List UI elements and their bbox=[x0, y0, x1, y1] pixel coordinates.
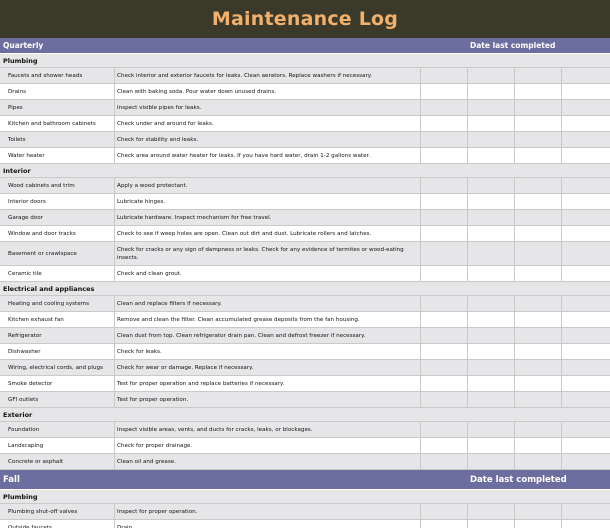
date-cell[interactable] bbox=[421, 438, 468, 453]
task-description: Check for leaks. bbox=[115, 344, 421, 359]
date-cell[interactable] bbox=[421, 242, 468, 265]
task-description: Apply a wood protectant. bbox=[115, 178, 421, 193]
task-description: Drain. bbox=[115, 520, 421, 528]
date-cell[interactable] bbox=[468, 68, 515, 83]
task-item: Wood cabinets and trim bbox=[0, 178, 115, 193]
date-cell[interactable] bbox=[562, 312, 610, 327]
date-cell[interactable] bbox=[468, 242, 515, 265]
date-cell[interactable] bbox=[562, 266, 610, 281]
table-row bbox=[0, 376, 610, 392]
task-item: Concrete or asphalt bbox=[0, 454, 115, 469]
date-cell[interactable] bbox=[515, 116, 562, 131]
date-cell[interactable] bbox=[562, 116, 610, 131]
date-cell[interactable] bbox=[562, 344, 610, 359]
task-item: Water heater bbox=[0, 148, 115, 163]
date-cell[interactable] bbox=[468, 344, 515, 359]
task-description: Check and clean grout. bbox=[115, 266, 421, 281]
date-cell[interactable] bbox=[421, 520, 468, 528]
date-cell[interactable] bbox=[562, 422, 610, 437]
date-cell[interactable] bbox=[562, 68, 610, 83]
date-cell[interactable] bbox=[421, 344, 468, 359]
date-cell[interactable] bbox=[515, 504, 562, 519]
date-cell[interactable] bbox=[468, 210, 515, 225]
title-bar bbox=[0, 0, 610, 38]
category-header: Plumbing bbox=[0, 54, 610, 68]
table-row bbox=[0, 266, 610, 282]
date-cell[interactable] bbox=[421, 194, 468, 209]
date-cell[interactable] bbox=[562, 194, 610, 209]
task-item: Wiring, electrical cords, and plugs bbox=[0, 360, 115, 375]
date-cell[interactable] bbox=[421, 226, 468, 241]
task-item: Pipes bbox=[0, 100, 115, 115]
task-description: Lubricate hinges. bbox=[115, 194, 421, 209]
date-cell[interactable] bbox=[515, 376, 562, 391]
date-cell[interactable] bbox=[515, 148, 562, 163]
task-description: Test for proper operation and replace batteries if necessary. bbox=[115, 376, 421, 391]
date-cell[interactable] bbox=[468, 226, 515, 241]
date-cell[interactable] bbox=[515, 100, 562, 115]
task-item: Garage door bbox=[0, 210, 115, 225]
table-row bbox=[0, 344, 610, 360]
table-row bbox=[0, 148, 610, 164]
task-item: Kitchen and bathroom cabinets bbox=[0, 116, 115, 131]
task-item: Plumbing shut-off valves bbox=[0, 504, 115, 519]
task-description: Check to see if weep holes are open. Clean out dirt and dust. Lubricate rollers and latches. bbox=[115, 226, 421, 241]
task-description: Clean and replace filters if necessary. bbox=[115, 296, 421, 311]
date-cell[interactable] bbox=[515, 68, 562, 83]
date-cell[interactable] bbox=[515, 438, 562, 453]
date-cell[interactable] bbox=[562, 226, 610, 241]
maintenance-grid bbox=[0, 38, 610, 528]
date-cell[interactable] bbox=[515, 520, 562, 528]
task-description: Test for proper operation. bbox=[115, 392, 421, 407]
date-cell[interactable] bbox=[421, 68, 468, 83]
category-header: Exterior bbox=[0, 408, 610, 422]
date-cell[interactable] bbox=[421, 100, 468, 115]
date-cell[interactable] bbox=[468, 520, 515, 528]
task-description: Clean oil and grease. bbox=[115, 454, 421, 469]
date-cell[interactable] bbox=[468, 504, 515, 519]
date-cell[interactable] bbox=[468, 148, 515, 163]
task-description: Check interior and exterior faucets for leaks. Clean aerators. Replace washers if necessary. bbox=[115, 68, 421, 83]
task-item: Outside faucets bbox=[0, 520, 115, 528]
table-row bbox=[0, 392, 610, 408]
date-cell[interactable] bbox=[562, 178, 610, 193]
date-cell[interactable] bbox=[515, 360, 562, 375]
date-cell[interactable] bbox=[562, 84, 610, 99]
date-cell[interactable] bbox=[421, 454, 468, 469]
date-cell[interactable] bbox=[468, 312, 515, 327]
date-cell[interactable] bbox=[421, 178, 468, 193]
date-cell[interactable] bbox=[562, 392, 610, 407]
task-item: Interior doors bbox=[0, 194, 115, 209]
date-cell[interactable] bbox=[468, 84, 515, 99]
date-last-completed-header: Date last completed bbox=[470, 41, 556, 50]
task-description: Check for stability and leaks. bbox=[115, 132, 421, 147]
table-row bbox=[0, 328, 610, 344]
category-header: Plumbing bbox=[0, 490, 610, 504]
date-cell[interactable] bbox=[421, 392, 468, 407]
task-item: Ceramic tile bbox=[0, 266, 115, 281]
date-cell[interactable] bbox=[421, 504, 468, 519]
task-item: Heating and cooling systems bbox=[0, 296, 115, 311]
task-item: Toilets bbox=[0, 132, 115, 147]
date-cell[interactable] bbox=[515, 210, 562, 225]
date-cell[interactable] bbox=[515, 242, 562, 265]
date-cell[interactable] bbox=[421, 116, 468, 131]
date-cell[interactable] bbox=[421, 132, 468, 147]
date-cell[interactable] bbox=[515, 266, 562, 281]
date-cell[interactable] bbox=[562, 242, 610, 265]
table-row bbox=[0, 504, 610, 520]
date-cell[interactable] bbox=[515, 194, 562, 209]
table-row bbox=[0, 296, 610, 312]
date-cell[interactable] bbox=[421, 328, 468, 343]
date-last-completed-header: Date last completed bbox=[470, 474, 567, 485]
table-row bbox=[0, 116, 610, 132]
date-cell[interactable] bbox=[562, 360, 610, 375]
task-description: Inspect for proper operation. bbox=[115, 504, 421, 519]
date-cell[interactable] bbox=[515, 226, 562, 241]
task-item: Smoke detector bbox=[0, 376, 115, 391]
table-row bbox=[0, 226, 610, 242]
task-item: Dishwasher bbox=[0, 344, 115, 359]
date-cell[interactable] bbox=[468, 328, 515, 343]
date-cell[interactable] bbox=[515, 178, 562, 193]
date-cell[interactable] bbox=[515, 344, 562, 359]
date-cell[interactable] bbox=[421, 148, 468, 163]
date-cell[interactable] bbox=[468, 392, 515, 407]
date-cell[interactable] bbox=[562, 520, 610, 528]
date-cell[interactable] bbox=[421, 312, 468, 327]
task-description: Remove and clean the filter. Clean accumulated grease deposits from the fan housing. bbox=[115, 312, 421, 327]
table-row bbox=[0, 132, 610, 148]
section-header bbox=[0, 470, 610, 490]
date-cell[interactable] bbox=[562, 454, 610, 469]
date-cell[interactable] bbox=[421, 84, 468, 99]
date-cell[interactable] bbox=[421, 360, 468, 375]
date-cell[interactable] bbox=[562, 296, 610, 311]
date-cell[interactable] bbox=[562, 132, 610, 147]
date-cell[interactable] bbox=[421, 296, 468, 311]
table-row bbox=[0, 242, 610, 266]
table-row bbox=[0, 454, 610, 470]
task-description: Inspect visible pipes for leaks. bbox=[115, 100, 421, 115]
date-cell[interactable] bbox=[515, 328, 562, 343]
category-header: Electrical and appliances bbox=[0, 282, 610, 296]
date-cell[interactable] bbox=[421, 210, 468, 225]
date-cell[interactable] bbox=[562, 504, 610, 519]
table-row bbox=[0, 422, 610, 438]
task-description: Inspect visible areas, vents, and ducts for cracks, leaks, or blockages. bbox=[115, 422, 421, 437]
date-cell[interactable] bbox=[421, 422, 468, 437]
task-description: Check area around water heater for leaks. If you have hard water, drain 1-2 gallons water. bbox=[115, 148, 421, 163]
date-cell[interactable] bbox=[468, 116, 515, 131]
table-row bbox=[0, 210, 610, 226]
section-header bbox=[0, 38, 610, 54]
section-name: Quarterly bbox=[3, 41, 44, 50]
task-item: Foundation bbox=[0, 422, 115, 437]
task-description: Check under and around for leaks. bbox=[115, 116, 421, 131]
task-item: GFI outlets bbox=[0, 392, 115, 407]
table-row bbox=[0, 360, 610, 376]
date-cell[interactable] bbox=[468, 266, 515, 281]
task-description: Check for cracks or any sign of dampness or leaks. Check for any evidence of termites or wood-eating insects. bbox=[115, 242, 421, 265]
date-cell[interactable] bbox=[468, 454, 515, 469]
table-row bbox=[0, 312, 610, 328]
date-cell[interactable] bbox=[468, 178, 515, 193]
date-cell[interactable] bbox=[468, 100, 515, 115]
task-description: Clean with baking soda. Pour water down unused drains. bbox=[115, 84, 421, 99]
task-item: Drains bbox=[0, 84, 115, 99]
task-description: Check for proper drainage. bbox=[115, 438, 421, 453]
date-cell[interactable] bbox=[515, 296, 562, 311]
task-item: Refrigerator bbox=[0, 328, 115, 343]
task-description: Check for wear or damage. Replace if necessary. bbox=[115, 360, 421, 375]
category-header: Interior bbox=[0, 164, 610, 178]
date-cell[interactable] bbox=[562, 210, 610, 225]
date-cell[interactable] bbox=[515, 132, 562, 147]
date-cell[interactable] bbox=[515, 84, 562, 99]
date-cell[interactable] bbox=[468, 438, 515, 453]
date-cell[interactable] bbox=[562, 100, 610, 115]
date-cell[interactable] bbox=[515, 312, 562, 327]
task-description: Lubricate hardware. Inspect mechanism for free travel. bbox=[115, 210, 421, 225]
date-cell[interactable] bbox=[562, 328, 610, 343]
date-cell[interactable] bbox=[468, 132, 515, 147]
table-row bbox=[0, 84, 610, 100]
date-cell[interactable] bbox=[515, 422, 562, 437]
task-item: Window and door tracks bbox=[0, 226, 115, 241]
date-cell[interactable] bbox=[515, 454, 562, 469]
date-cell[interactable] bbox=[421, 266, 468, 281]
section-name: Fall bbox=[3, 474, 20, 485]
page-title: Maintenance Log bbox=[211, 8, 399, 30]
date-cell[interactable] bbox=[562, 438, 610, 453]
date-cell[interactable] bbox=[421, 376, 468, 391]
date-cell[interactable] bbox=[562, 148, 610, 163]
date-cell[interactable] bbox=[468, 376, 515, 391]
table-row bbox=[0, 520, 610, 528]
task-item: Faucets and shower heads bbox=[0, 68, 115, 83]
date-cell[interactable] bbox=[468, 194, 515, 209]
date-cell[interactable] bbox=[468, 296, 515, 311]
table-row bbox=[0, 194, 610, 210]
task-item: Basement or crawlspace bbox=[0, 242, 115, 265]
date-cell[interactable] bbox=[468, 360, 515, 375]
date-cell[interactable] bbox=[562, 376, 610, 391]
table-row bbox=[0, 68, 610, 84]
table-row bbox=[0, 438, 610, 454]
table-row bbox=[0, 100, 610, 116]
date-cell[interactable] bbox=[468, 422, 515, 437]
date-cell[interactable] bbox=[515, 392, 562, 407]
task-item: Kitchen exhaust fan bbox=[0, 312, 115, 327]
task-item: Landscaping bbox=[0, 438, 115, 453]
table-row bbox=[0, 178, 610, 194]
task-description: Clean dust from top. Clean refrigerator drain pan. Clean and defrost freezer if necessary. bbox=[115, 328, 421, 343]
